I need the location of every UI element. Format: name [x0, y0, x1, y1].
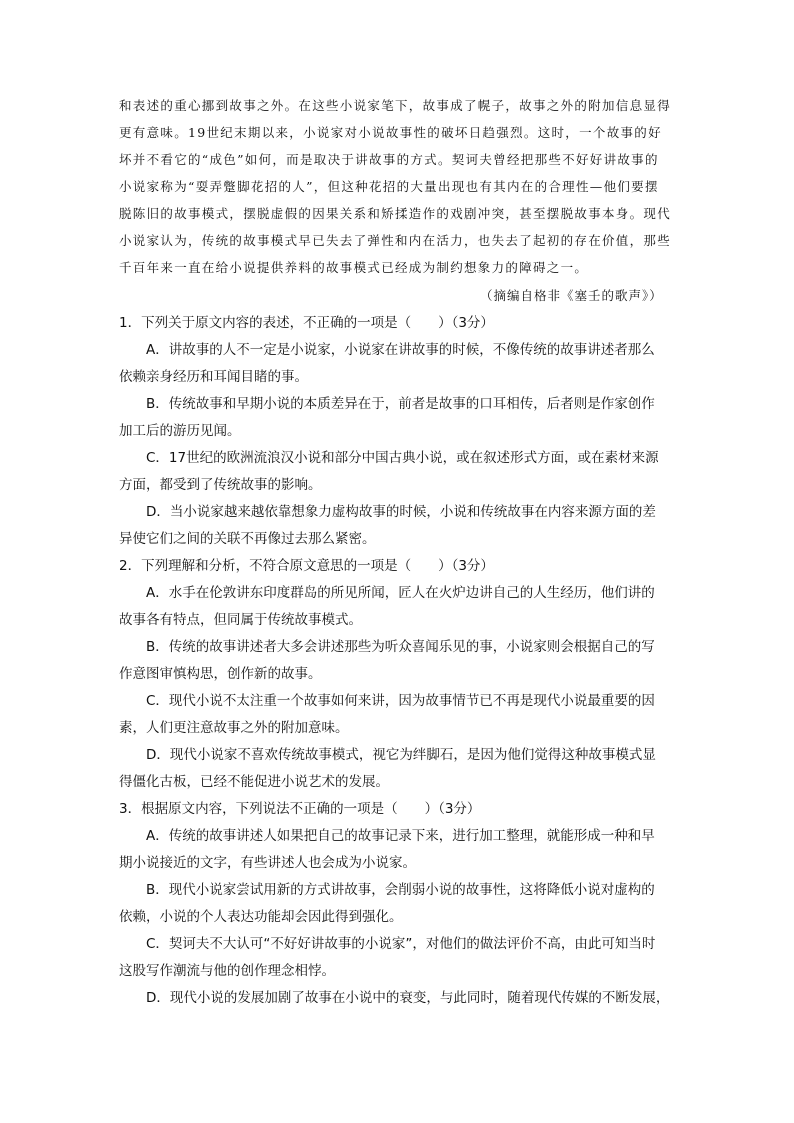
passage-excerpt: [119, 92, 675, 281]
question-3-option-b-cont: 依赖，小说的个人表达功能却会因此得到强化。: [119, 909, 403, 925]
passage-line: 小说家认为，传统的故事模式早已失去了弹性和内在活力，也失去了起初的存在价值，那些: [119, 233, 672, 248]
question-3-option-a: A．传统的故事讲述人如果把自己的故事记录下来，进行加工整理，就能形成一种和早: [146, 828, 655, 844]
question-1-option-a-cont: 依赖亲身经历和耳闻目睹的事。: [119, 369, 308, 385]
question-2-option-a-cont: 故事各有特点，但同属于传统故事模式。: [119, 612, 362, 628]
passage-source: （摘编自格非《塞壬的歌声》）: [480, 288, 663, 303]
question-1-option-d: D．当小说家越来越依靠想象力虚构故事的时候，小说和传统故事在内容来源方面的差: [146, 504, 656, 520]
question-1-option-c: C．17世纪的欧洲流浪汉小说和部分中国古典小说，或在叙述形式方面，或在素材来源: [146, 450, 659, 466]
question-2-option-b-cont: 作意图审慎构思，创作新的故事。: [119, 666, 322, 682]
question-3-option-d: D．现代小说的发展加剧了故事在小说中的衰变，与此同时，随着现代传媒的不断发展，: [146, 990, 670, 1006]
passage-line: 和表述的重心挪到故事之外。在这些小说家笔下，故事成了幌子，故事之外的附加信息显得: [119, 98, 672, 113]
question-3-option-c: C．契诃夫不大认可“不好好讲故事的小说家”，对他们的做法评价不高，由此可知当时: [146, 936, 656, 952]
question-1-stem: 1．下列关于原文内容的表述，不正确的一项是（ ）（3分）: [119, 315, 494, 331]
question-1-option-b: B．传统故事和早期小说的本质差异在于，前者是故事的口耳相传，后者则是作家创作: [146, 396, 655, 412]
question-3-option-c-cont: 这股写作潮流与他的创作理念相悖。: [119, 963, 335, 979]
passage-line: 更有意味。19世纪末期以来，小说家对小说故事性的破坏日趋强烈。这时，一个故事的好: [119, 125, 662, 140]
passage-line: 脱陈旧的故事模式，摆脱虚假的因果关系和矫揉造作的戏剧冲突，甚至摆脱故事本身。现代: [119, 206, 672, 221]
question-3-stem: 3．根据原文内容，下列说法不正确的一项是（ ）（3分）: [119, 801, 481, 817]
question-1-option-c-cont: 方面，都受到了传统故事的影响。: [119, 477, 322, 493]
question-2-option-d: D．现代小说家不喜欢传统故事模式，视它为绊脚石，是因为他们觉得这种故事模式显: [146, 747, 656, 763]
question-2-option-c-cont: 素，人们更注意故事之外的附加意味。: [119, 720, 349, 736]
question-2-option-d-cont: 得僵化古板，已经不能促进小说艺术的发展。: [119, 774, 389, 790]
question-1-option-a: A．讲故事的人不一定是小说家，小说家在讲故事的时候，不像传统的故事讲述者那么: [146, 342, 655, 358]
question-2-option-b: B．传统的故事讲述者大多会讲述那些为听众喜闻乐见的事，小说家则会根据自己的写: [146, 639, 655, 655]
question-2-option-c: C．现代小说不太注重一个故事如何来讲，因为故事情节已不再是现代小说最重要的因: [146, 693, 655, 709]
question-2-option-a: A．水手在伦敦讲东印度群岛的所见所闻，匠人在火炉边讲自己的人生经历，他们讲的: [146, 585, 655, 601]
passage-line: 小说家称为“耍弄蹩脚花招的人”，但这种花招的大量出现也有其内在的合理性—他们要摆: [119, 179, 659, 194]
question-3-option-a-cont: 期小说接近的文字，有些讲述人也会成为小说家。: [119, 855, 416, 871]
question-2-stem: 2．下列理解和分析，不符合原文意思的一项是（ ）（3分）: [119, 558, 494, 574]
question-list: [119, 310, 679, 1012]
question-3-option-b: B．现代小说家尝试用新的方式讲故事，会削弱小说的故事性，这将降低小说对虚构的: [146, 882, 655, 898]
question-1-option-d-cont: 异使它们之间的关联不再像过去那么紧密。: [119, 531, 376, 547]
question-1-option-b-cont: 加工后的游历见闻。: [119, 423, 241, 439]
passage-line: 坏并不看它的“成色”如何，而是取决于讲故事的方式。契诃夫曾经把那些不好好讲故事的: [119, 152, 659, 167]
passage-line: 千百年来一直在给小说提供养料的故事模式已经成为制约想象力的障碍之一。: [119, 260, 589, 275]
